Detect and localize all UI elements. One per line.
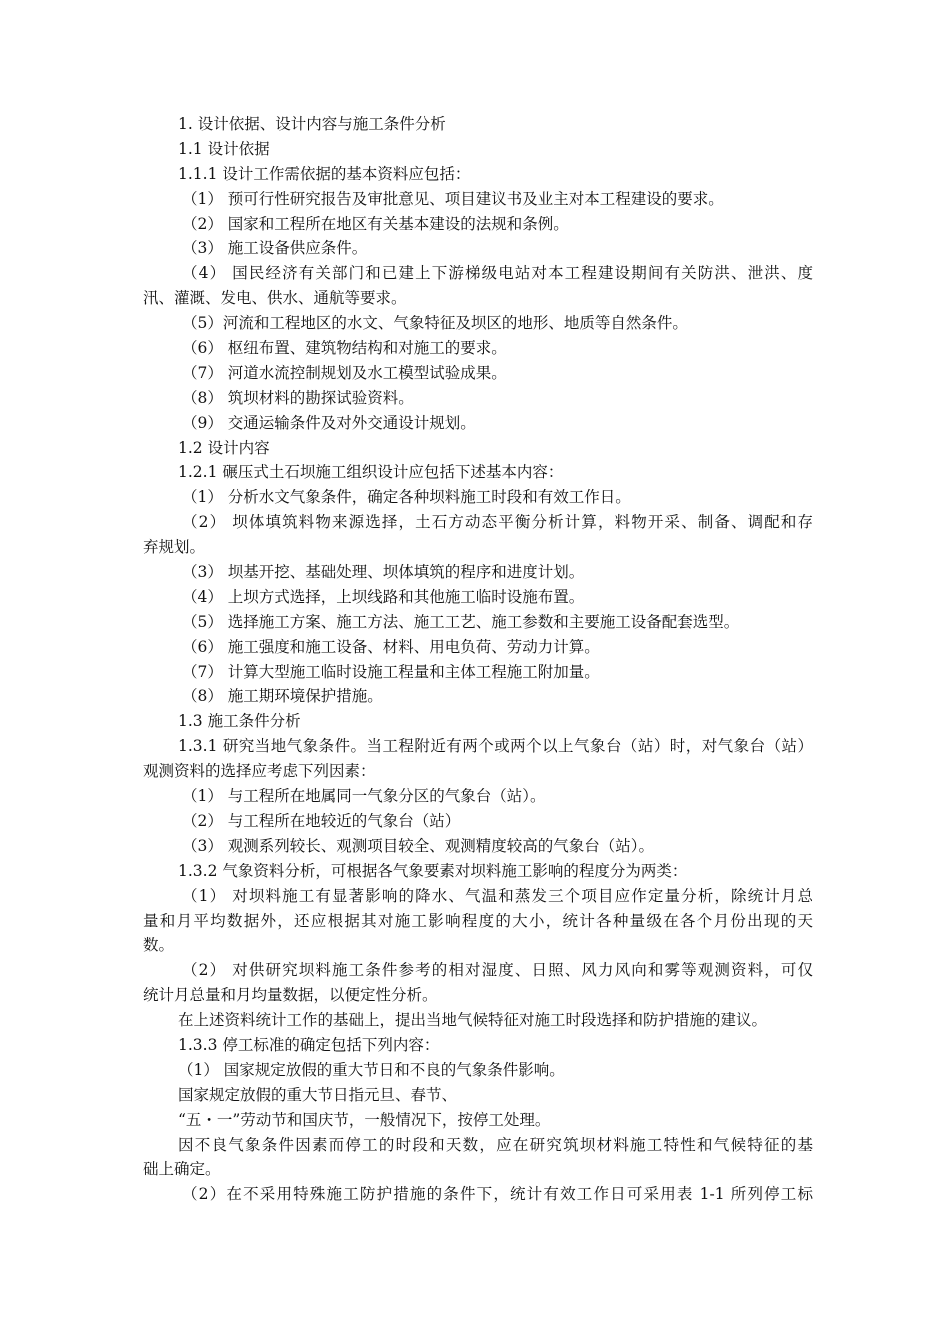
text-line: 1.1.1 设计工作需依据的基本资料应包括：	[178, 164, 471, 183]
text-line: 统计月总量和月均量数据，以便定性分析。	[143, 986, 438, 1005]
text-line: （3） 施工设备供应条件。	[182, 239, 368, 258]
text-line: “五・一”劳动节和国庆节，一般情况下，按停工处理。	[178, 1110, 551, 1129]
text-line: （2） 坝体填筑料物来源选择，土石方动态平衡分析计算，料物开采、制备、调配和存	[182, 513, 813, 532]
text-line: 1.3 施工条件分析	[178, 712, 301, 731]
text-line: （8） 施工期环境保护措施。	[182, 687, 383, 706]
text-line: （2） 对供研究坝料施工条件参考的相对湿度、日照、风力风向和雾等观测资料，可仅	[182, 961, 813, 980]
text-line: （1） 对坝料施工有显著影响的降水、气温和蒸发三个项目应作定量分析，除统计月总	[182, 886, 813, 905]
text-line: （8） 筑坝材料的勘探试验资料。	[182, 388, 414, 407]
text-line: （1） 预可行性研究报告及审批意见、项目建议书及业主对本工程建设的要求。	[182, 189, 724, 208]
text-line: 1.2 设计内容	[178, 438, 270, 457]
text-line: （1） 分析水文气象条件，确定各种坝料施工时段和有效工作日。	[182, 488, 631, 507]
text-line: 1.3.1 研究当地气象条件。当工程附近有两个或两个以上气象台（站）时，对气象台（站）	[178, 737, 813, 756]
text-line: 在上述资料统计工作的基础上，提出当地气候特征对施工时段选择和防护措施的建议。	[178, 1011, 768, 1030]
text-line: 1.3.2 气象资料分析，可根据各气象要素对坝料施工影响的程度分为两类：	[178, 861, 688, 880]
text-line: 国家规定放假的重大节日指元旦、春节、	[178, 1085, 458, 1104]
text-line: 观测资料的选择应考虑下列因素：	[143, 762, 376, 781]
text-line: （5）河流和工程地区的水文、气象特征及坝区的地形、地质等自然条件。	[182, 314, 688, 333]
text-line: 数。	[143, 936, 175, 955]
text-line: 1.1 设计依据	[178, 139, 270, 158]
text-line: （7） 计算大型施工临时设施工程量和主体工程施工附加量。	[182, 662, 600, 681]
text-line: 因不良气象条件因素而停工的时段和天数，应在研究筑坝材料施工特性和气候特征的基	[178, 1135, 813, 1154]
text-line: （2） 与工程所在地较近的气象台（站）	[182, 811, 461, 830]
text-line: （2） 国家和工程所在地区有关基本建设的法规和条例。	[182, 214, 569, 233]
text-line: 1.2.1 碾压式土石坝施工组织设计应包括下述基本内容：	[178, 463, 564, 482]
text-line: 弃规划。	[143, 538, 206, 557]
text-line: 1.3.3 停工标准的确定包括下列内容：	[178, 1035, 440, 1054]
text-line: 量和月平均数据外，还应根据其对施工影响程度的大小，统计各种量级在各个月份出现的天	[143, 911, 813, 930]
text-line: （4） 上坝方式选择，上坝线路和其他施工临时设施布置。	[182, 587, 585, 606]
text-line: （6） 枢纽布置、建筑物结构和对施工的要求。	[182, 339, 507, 358]
text-line: （1） 与工程所在地属同一气象分区的气象台（站）。	[182, 787, 546, 806]
text-line: （6） 施工强度和施工设备、材料、用电负荷、劳动力计算。	[182, 637, 600, 656]
text-line: （9） 交通运输条件及对外交通设计规划。	[182, 413, 476, 432]
text-line: （3） 观测系列较长、观测项目较全、观测精度较高的气象台（站）。	[182, 836, 655, 855]
text-line: （3） 坝基开挖、基础处理、坝体填筑的程序和进度计划。	[182, 563, 585, 582]
text-line: （4） 国民经济有关部门和已建上下游梯级电站对本工程建设期间有关防洪、泄洪、度	[182, 264, 813, 283]
text-line: （1） 国家规定放假的重大节日和不良的气象条件影响。	[178, 1060, 565, 1079]
text-line: （7） 河道水流控制规划及水工模型试验成果。	[182, 363, 507, 382]
text-line: 础上确定。	[143, 1160, 221, 1179]
text-line: 汛、灌溉、发电、供水、通航等要求。	[143, 289, 407, 308]
text-line: （5） 选择施工方案、施工方法、施工工艺、施工参数和主要施工设备配套选型。	[182, 612, 740, 631]
document-body	[143, 112, 813, 1207]
text-line: 1. 设计依据、设计内容与施工条件分析	[178, 115, 446, 133]
text-line: （2）在不采用特殊施工防护措施的条件下，统计有效工作日可采用表 1-1 所列停工标	[182, 1185, 813, 1204]
